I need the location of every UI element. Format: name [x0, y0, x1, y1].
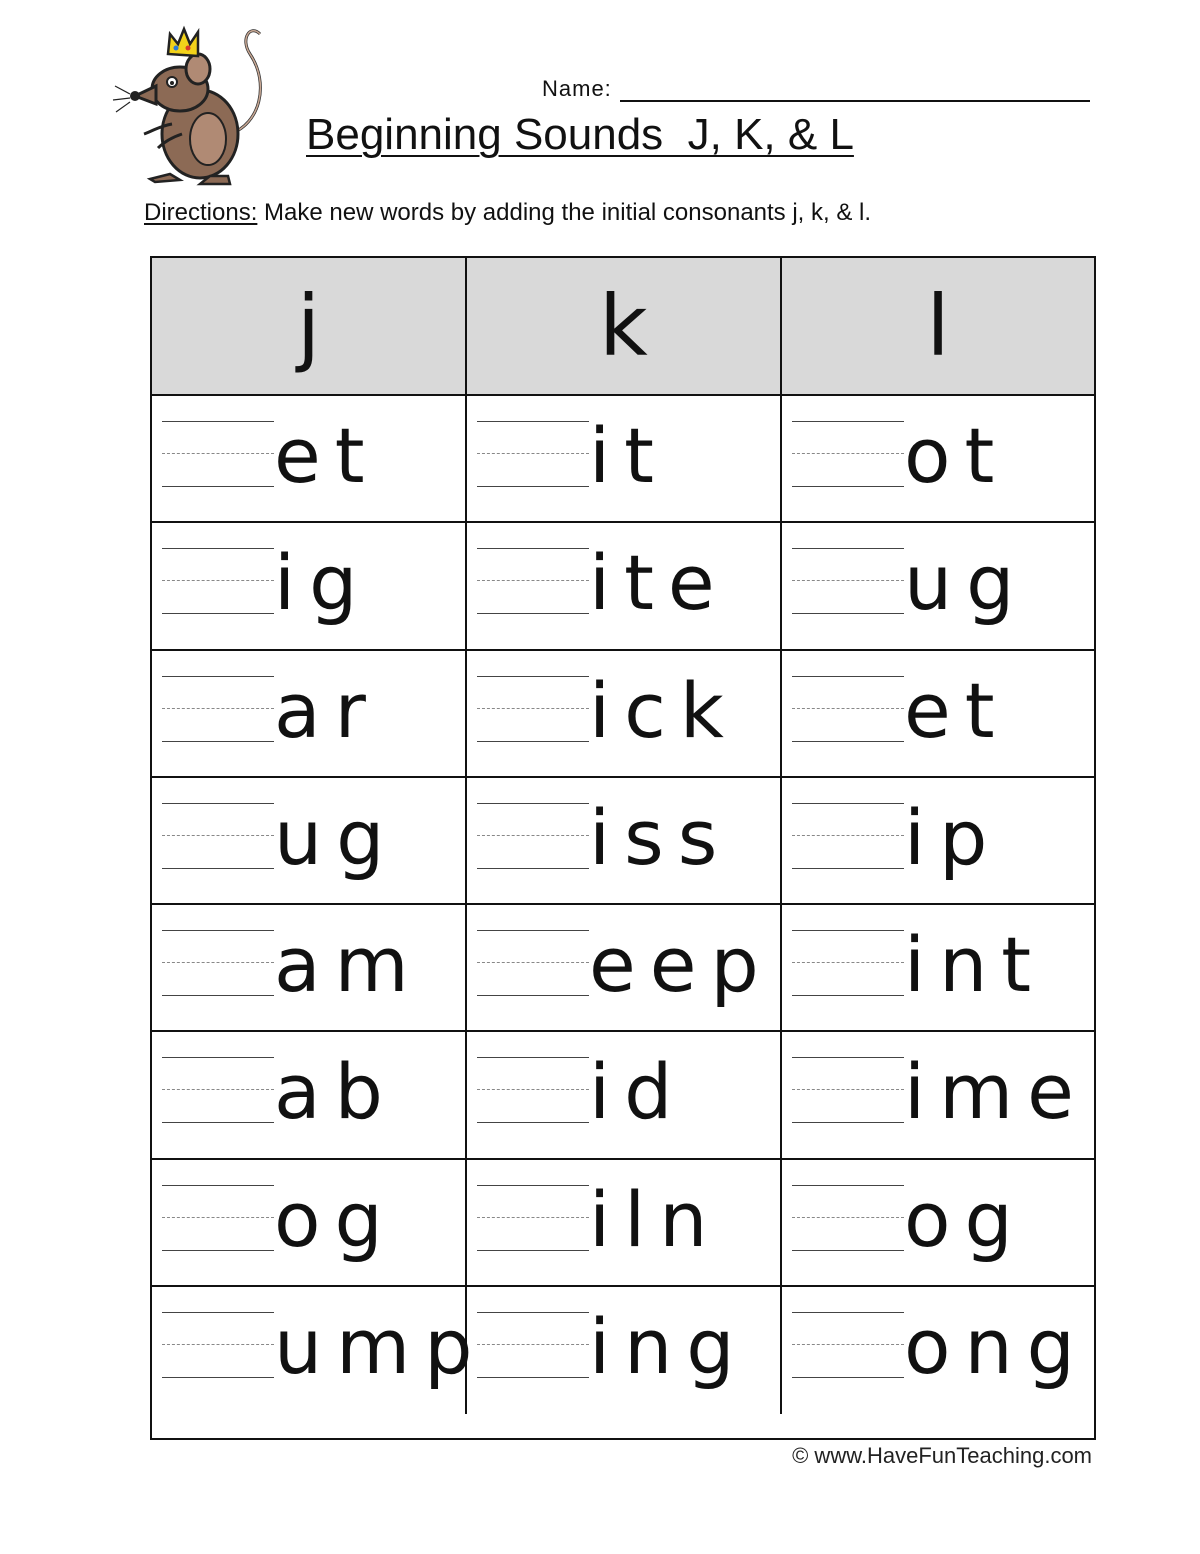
- word-cell: [467, 1160, 782, 1287]
- word-cell: [467, 523, 782, 650]
- word-ending: id: [589, 1047, 687, 1137]
- word-cell: [152, 1287, 487, 1414]
- word-ending: int: [904, 920, 1046, 1009]
- word-table: [150, 256, 1096, 1440]
- name-label: Name:: [542, 76, 612, 101]
- writing-line-base[interactable]: [162, 868, 274, 869]
- word-ending: ick: [589, 665, 738, 755]
- name-field[interactable]: [620, 76, 1090, 102]
- writing-line-mid: [792, 1089, 904, 1090]
- word-ending: ug: [904, 538, 1029, 628]
- writing-line-base[interactable]: [792, 868, 904, 869]
- writing-line-top: [162, 676, 274, 677]
- word-ending: iln: [589, 1174, 722, 1264]
- writing-line-mid: [477, 453, 589, 454]
- word-cell: [782, 1032, 1094, 1159]
- word-ending: ing: [589, 1301, 749, 1391]
- word-ending: it: [589, 411, 668, 500]
- writing-line-mid: [792, 580, 904, 581]
- word-cell: [467, 1032, 782, 1159]
- writing-line-mid: [477, 962, 589, 963]
- writing-line-base[interactable]: [792, 1122, 904, 1123]
- word-ending: ar: [274, 665, 380, 755]
- word-ending: og: [904, 1174, 1027, 1264]
- directions-label: Directions:: [144, 199, 258, 226]
- word-ending: ip: [904, 792, 1002, 882]
- word-ending: ot: [904, 411, 1009, 500]
- writing-line-mid: [477, 835, 589, 836]
- writing-line-base[interactable]: [477, 1122, 589, 1123]
- page-title: Beginning Sounds J, K, & L: [306, 110, 854, 159]
- writing-line-top: [477, 1312, 589, 1313]
- writing-line-mid: [162, 962, 274, 963]
- writing-line-base[interactable]: [477, 613, 589, 614]
- writing-line-top: [477, 1185, 589, 1186]
- writing-line-base[interactable]: [477, 486, 589, 487]
- writing-line-mid: [162, 453, 274, 454]
- word-cell: [782, 1160, 1094, 1287]
- writing-line-mid: [477, 580, 589, 581]
- writing-line-base[interactable]: [792, 1250, 904, 1251]
- word-cell: [152, 651, 467, 778]
- writing-line-top: [477, 1057, 589, 1058]
- word-ending: eep: [589, 920, 773, 1009]
- word-cell: [467, 396, 782, 523]
- word-cell: [782, 396, 1094, 523]
- writing-line-top: [162, 1312, 274, 1313]
- writing-line-top: [162, 930, 274, 931]
- word-ending: og: [274, 1174, 397, 1264]
- word-cell: [152, 523, 467, 650]
- writing-line-top: [477, 676, 589, 677]
- writing-line-mid: [792, 962, 904, 963]
- writing-line-top: [162, 1185, 274, 1186]
- word-cell: [467, 778, 782, 905]
- writing-line-top: [162, 421, 274, 422]
- column-header-l: l: [782, 258, 1094, 396]
- writing-line-base[interactable]: [162, 486, 274, 487]
- writing-line-mid: [477, 1089, 589, 1090]
- word-ending: ime: [904, 1047, 1088, 1137]
- word-cell: [152, 778, 467, 905]
- writing-line-top: [477, 548, 589, 549]
- word-ending: ab: [274, 1047, 397, 1137]
- writing-line-mid: [162, 1344, 274, 1345]
- word-ending: ig: [274, 538, 372, 628]
- word-ending: ug: [274, 792, 399, 882]
- writing-line-top: [792, 1057, 904, 1058]
- writing-line-mid: [162, 1089, 274, 1090]
- writing-line-top: [477, 421, 589, 422]
- writing-line-mid: [162, 835, 274, 836]
- word-ending: et: [904, 665, 1009, 755]
- writing-line-base[interactable]: [162, 613, 274, 614]
- writing-line-top: [792, 421, 904, 422]
- rat-king-mascot-icon: [110, 14, 280, 189]
- writing-line-top: [477, 803, 589, 804]
- word-ending: iss: [589, 792, 732, 882]
- column-header-k: k: [467, 258, 782, 396]
- writing-line-base[interactable]: [792, 995, 904, 996]
- writing-line-top: [792, 1312, 904, 1313]
- writing-line-base[interactable]: [792, 1377, 904, 1378]
- writing-line-top: [792, 930, 904, 931]
- writing-line-top: [792, 803, 904, 804]
- word-cell: [152, 1032, 467, 1159]
- writing-line-mid: [792, 1217, 904, 1218]
- directions: [144, 199, 871, 227]
- column-header-j: j: [152, 258, 467, 396]
- word-ending: ong: [904, 1301, 1089, 1391]
- word-cell: [467, 905, 782, 1032]
- writing-line-top: [792, 548, 904, 549]
- writing-line-base[interactable]: [477, 1250, 589, 1251]
- word-cell: [782, 1287, 1094, 1414]
- word-cell: [467, 1287, 782, 1414]
- word-cell: [782, 523, 1094, 650]
- writing-line-base[interactable]: [792, 741, 904, 742]
- writing-line-mid: [792, 708, 904, 709]
- copyright-footer: © www.HaveFunTeaching.com: [792, 1443, 1092, 1468]
- word-cell: [152, 396, 467, 523]
- writing-line-base[interactable]: [162, 1122, 274, 1123]
- writing-line-top: [792, 676, 904, 677]
- writing-line-top: [477, 930, 589, 931]
- writing-line-base[interactable]: [477, 741, 589, 742]
- writing-line-mid: [792, 835, 904, 836]
- writing-line-mid: [477, 1344, 589, 1345]
- word-cell: [782, 651, 1094, 778]
- directions-text: Make new words by adding the initial consonants j, k, & l.: [257, 199, 872, 226]
- word-cell: [782, 778, 1094, 905]
- writing-line-mid: [162, 1217, 274, 1218]
- name-row: [542, 70, 1102, 102]
- writing-line-mid: [477, 708, 589, 709]
- writing-line-mid: [792, 1344, 904, 1345]
- writing-line-mid: [162, 580, 274, 581]
- word-cell: [152, 1160, 467, 1287]
- word-ending: ump: [274, 1301, 487, 1391]
- word-cell: [152, 905, 467, 1032]
- writing-line-top: [162, 548, 274, 549]
- writing-line-mid: [162, 708, 274, 709]
- word-cell: [782, 905, 1094, 1032]
- word-ending: am: [274, 920, 423, 1009]
- writing-line-base[interactable]: [792, 613, 904, 614]
- writing-line-base[interactable]: [162, 1250, 274, 1251]
- writing-line-top: [792, 1185, 904, 1186]
- writing-line-mid: [477, 1217, 589, 1218]
- writing-line-mid: [792, 453, 904, 454]
- word-ending: et: [274, 411, 379, 500]
- writing-line-base[interactable]: [162, 995, 274, 996]
- writing-line-base[interactable]: [477, 1377, 589, 1378]
- writing-line-top: [162, 1057, 274, 1058]
- writing-line-base[interactable]: [162, 741, 274, 742]
- writing-line-base[interactable]: [477, 995, 589, 996]
- writing-line-base[interactable]: [477, 868, 589, 869]
- word-ending: ite: [589, 538, 729, 628]
- word-cell: [467, 651, 782, 778]
- writing-line-base[interactable]: [162, 1377, 274, 1378]
- writing-line-base[interactable]: [792, 486, 904, 487]
- writing-line-top: [162, 803, 274, 804]
